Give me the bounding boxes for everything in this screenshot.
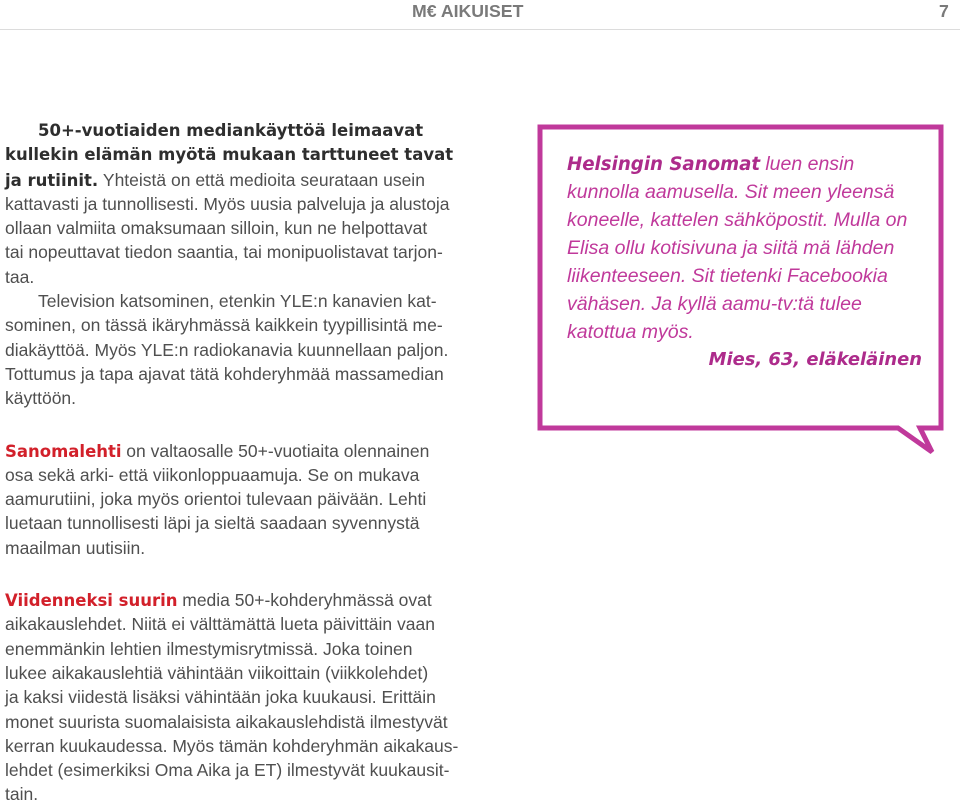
sanomalehti-mixed-line	[5, 439, 485, 463]
television-text-line: käyttöön.	[5, 388, 77, 409]
article-body	[5, 119, 485, 807]
aikakauslehdet-highlight: Viidenneksi suurin	[5, 591, 178, 611]
quote-text-line: katottua myös.	[567, 321, 694, 343]
television-text-line: Tottumus ja tapa ajavat tätä kohderyhmää massamedian	[5, 363, 444, 384]
intro-text-line: Yhteistä on että medioita seurataan usein	[102, 169, 425, 190]
aikakauslehdet-paragraph	[5, 588, 485, 807]
television-text-line: diakäyttöä. Myös YLE:n radiokanavia kuunnellaan paljon.	[5, 339, 449, 360]
aikakauslehdet-text-line: monet suurista suomalaisista aikakauslehdistä ilmestyvät	[5, 711, 448, 732]
quote-highlight: Helsingin Sanomat	[567, 154, 761, 175]
television-text-line: Television katsominen, etenkin YLE:n kanavien kat-	[38, 291, 437, 312]
intro-lead-end: ja rutiinit.	[5, 170, 99, 190]
sanomalehti-highlight: Sanomalehti	[5, 441, 122, 461]
sanomalehti-paragraph	[5, 439, 485, 560]
quote-text-line: liikenteeseen. Sit tietenki Facebookia	[567, 265, 888, 287]
intro-paragraph	[5, 119, 485, 289]
television-text-line: sominen, on tässä ikäryhmässä kaikkein tyypillisintä me-	[5, 315, 443, 336]
aikakauslehdet-text-line: lehdet (esimerkiksi Oma Aika ja ET) ilmestyvät kuukausit-	[5, 760, 450, 781]
intro-text-line: ollaan valmiita omaksumaan silloin, kun ne helpottavat	[5, 218, 428, 239]
quote-text-line: luen ensin	[765, 153, 855, 175]
quote-text-line: vähäsen. Ja kyllä aamu-tv:tä tulee	[567, 293, 862, 315]
intro-lead-line: 50+-vuotiaiden mediankäyttöä leimaavat	[38, 121, 424, 140]
sanomalehti-text-line: on valtaosalle 50+-vuotiaita olennainen	[126, 440, 430, 461]
aikakauslehdet-text-line: aikakauslehdet. Niitä ei välttämättä lueta päivittäin vaan	[5, 614, 435, 635]
aikakauslehdet-text-line: media 50+-kohderyhmässä ovat	[182, 590, 432, 611]
sanomalehti-text-line: osa sekä arki- että viikonloppuaamuja. Se on mukava	[5, 464, 420, 485]
quote-attribution: Mies, 63, eläkeläinen	[708, 349, 922, 370]
intro-lead-line: kullekin elämän myötä mukaan tarttuneet tavat	[5, 145, 454, 165]
television-paragraph	[5, 289, 485, 410]
quote-mixed-line	[567, 150, 922, 178]
header-divider	[0, 29, 960, 30]
aikakauslehdet-text-line: enemmänkin lehtien ilmestymisrytmissä. Joka toinen	[5, 638, 413, 659]
quote-text-line: koneelle, kattelen sähköpostit. Mulla on	[567, 209, 908, 231]
sanomalehti-text-line: luetaan tunnollisesti läpi ja sieltä saadaan syvennystä	[5, 513, 420, 534]
intro-text-line: tai nopeuttavat tiedon saantia, tai monipuolistavat tarjon-	[5, 242, 443, 263]
aikakauslehdet-text-line: kerran kuukaudessa. Myös tämän kohderyhmän aikakaus-	[5, 735, 459, 756]
aikakauslehdet-text-line: ja kaksi viidestä lisäksi vähintään joka kuukausi. Erittäin	[5, 687, 436, 708]
quote-text-line: Elisa ollu kotisivuna ja siitä mä lähden	[567, 237, 895, 259]
aikakauslehdet-text-line: lukee aikakauslehtiä vähintään viikoittain (viikkolehdet)	[5, 662, 429, 683]
page-number: 7	[939, 1, 949, 21]
sanomalehti-text-line: aamurutiini, joka myös orientoi tulevaan päivään. Lehti	[5, 489, 427, 510]
intro-mixed-line	[5, 168, 485, 192]
quote-text-line: kunnolla aamusella. Sit meen yleensä	[567, 181, 895, 203]
intro-text-line: taa.	[5, 266, 35, 287]
quote-box	[567, 150, 922, 374]
running-header-title: M€ AIKUISET	[412, 1, 524, 21]
aikakauslehdet-text-line: tain.	[5, 784, 39, 805]
intro-text-line: kattavasti ja tunnollisesti. Myös uusia palveluja ja alustoja	[5, 193, 450, 214]
aikakauslehdet-mixed-line	[5, 588, 485, 612]
sanomalehti-text-line: maailman uutisiin.	[5, 537, 146, 558]
